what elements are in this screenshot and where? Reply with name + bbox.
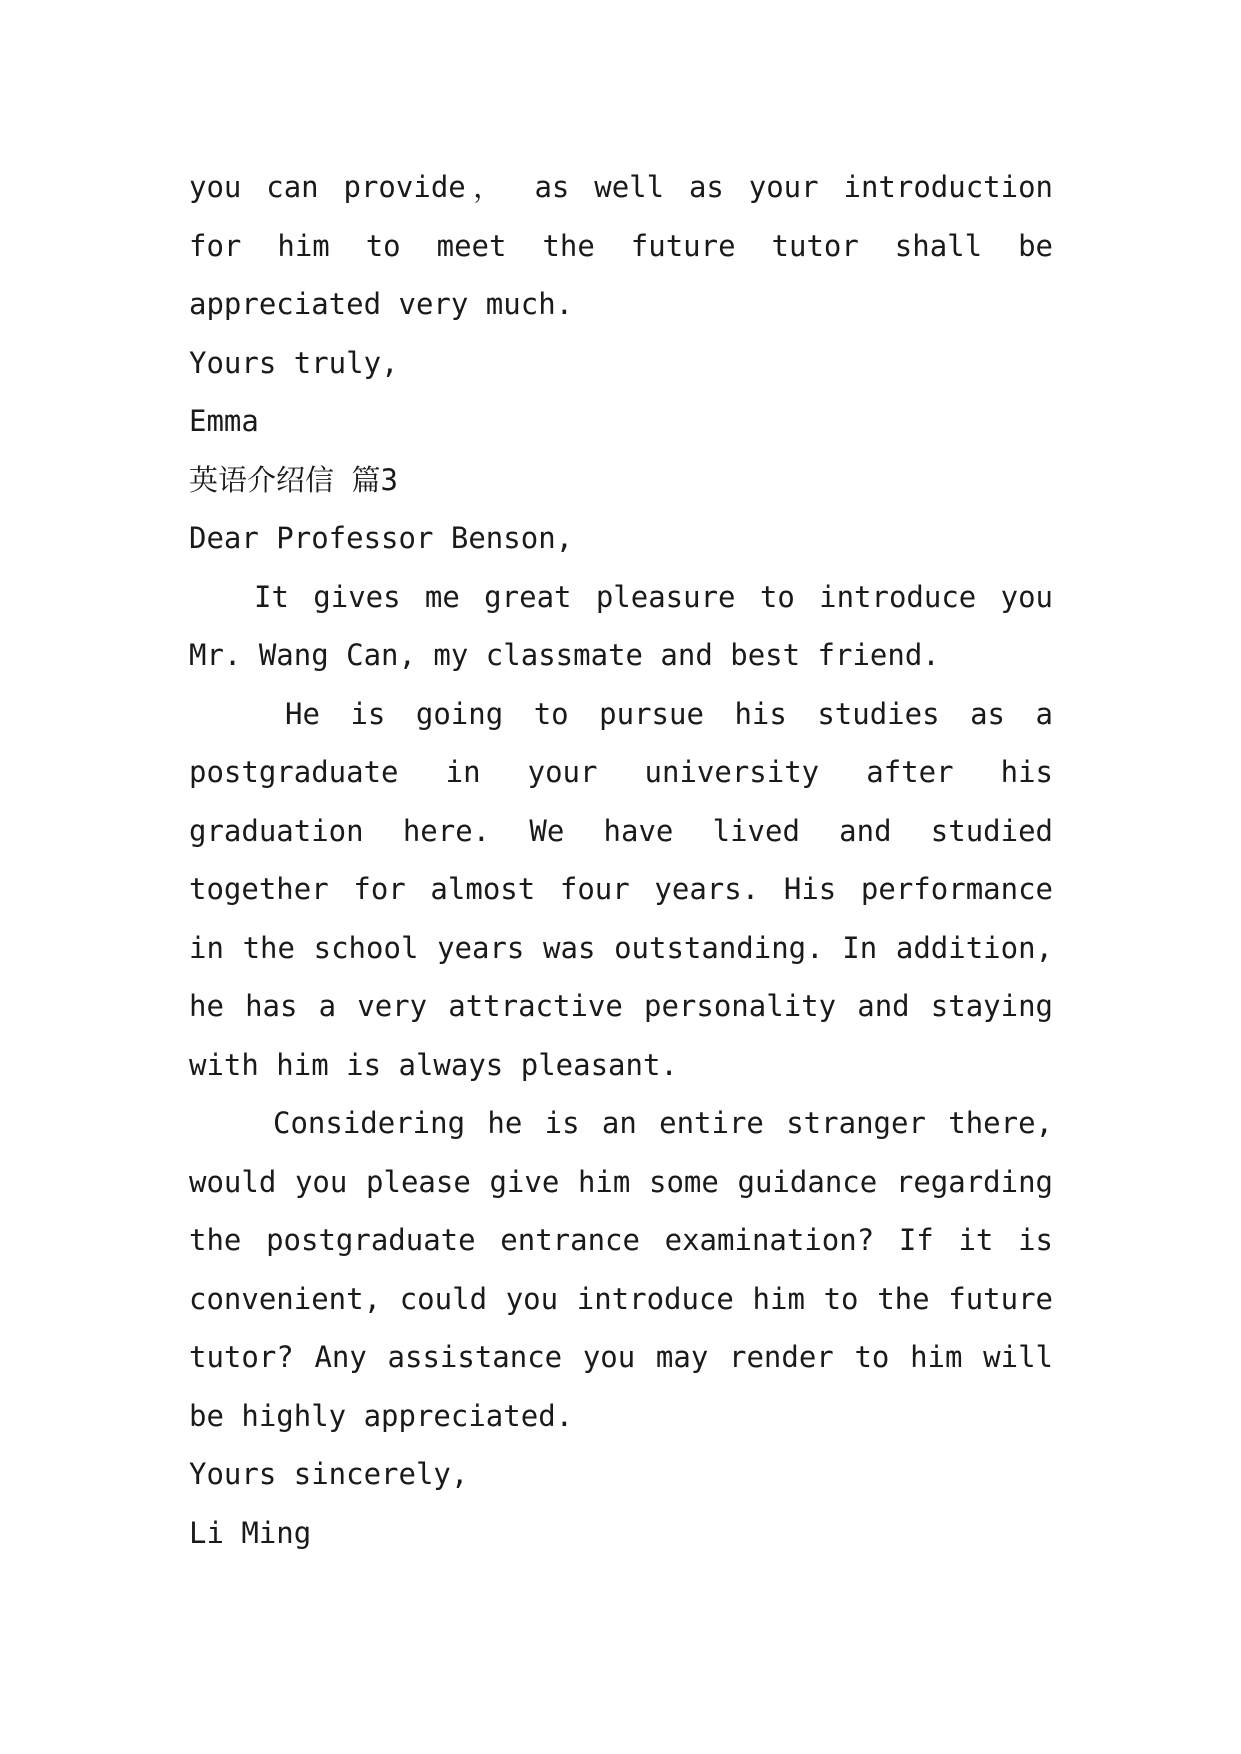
letter3-signature: Li Ming [189, 1515, 312, 1550]
letter3-paragraph-3: Considering he is an entire stranger there, would you please give him some guidance regarding the postgraduate entrance examination? If it is convenient, could you introduce him to the future tutor? Any assistance you may render to him will be highly appreciated. [189, 1106, 1053, 1433]
letter2-continuation: you can provide， as well as your introduction for him to meet the future tutor shall be appreciated very much. [189, 170, 1053, 321]
letter3-salutation: Dear Professor Benson, [189, 521, 574, 555]
letter-text [189, 158, 1053, 1562]
letter3-paragraph-2: He is going to pursue his studies as a postgraduate in your university after his graduation here. We have lived and studied together for almost four years. His performance in the school years was outstanding. In addition, he has a very attractive personality and staying with him is always pleasant. [189, 696, 1053, 1082]
letter3-paragraph-1: It gives me great pleasure to introduce you Mr. Wang Can, my classmate and best friend. [189, 579, 1053, 672]
section-heading: 英语介绍信 篇3 [189, 462, 398, 497]
letter2-closing: Yours truly, [189, 345, 399, 380]
letter3-closing: Yours sincerely, [189, 1457, 469, 1491]
letter2-signature: Emma [189, 404, 259, 438]
